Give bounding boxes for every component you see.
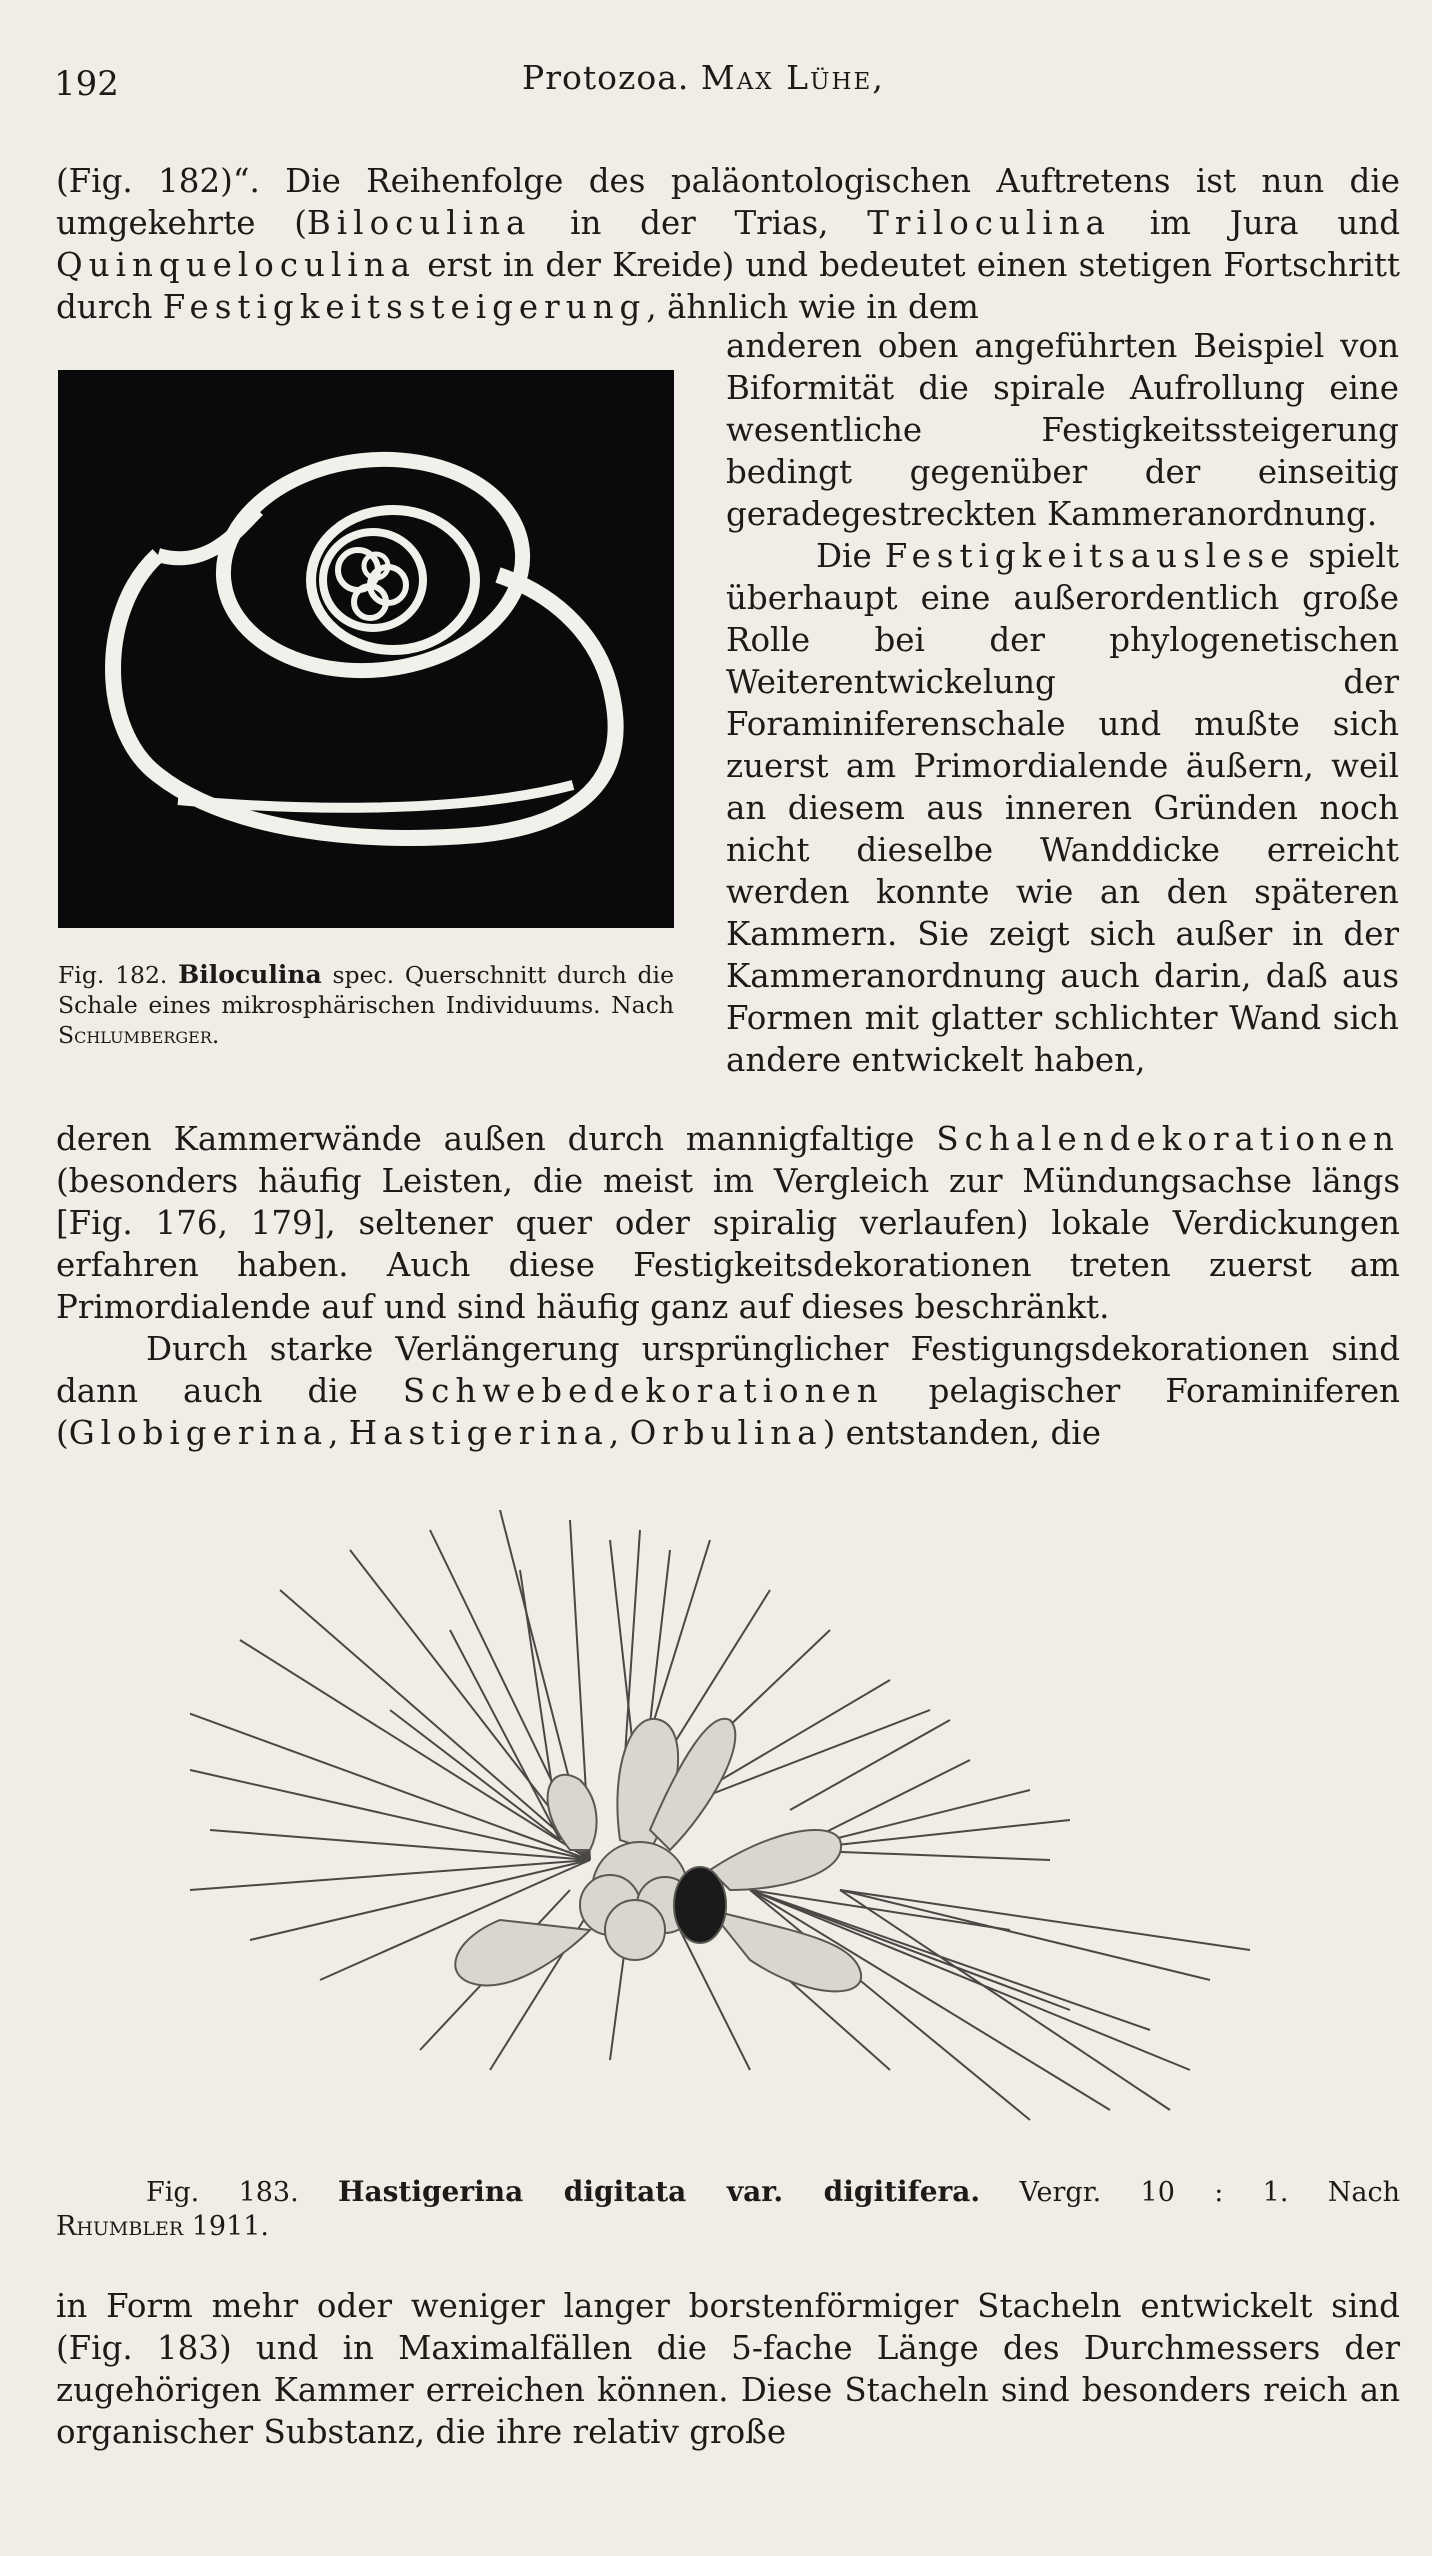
caption-author: Rhumbler [56, 2211, 184, 2242]
figure-183-hastigerina [190, 1510, 1270, 2150]
term-schwebedekorationen: Schwebedekorationen [402, 1372, 884, 1410]
text-run: erst in der Kreide) und bedeutet einen stetigen Fortschritt durch [56, 246, 1400, 326]
term-festigkeitsauslese: Festigkeitsauslese [884, 537, 1296, 575]
text-run: ) entstanden, die [822, 1414, 1101, 1452]
running-header [522, 58, 885, 97]
text-run: (besonders häufig Leisten, die meist im Vergleich zur Mündungsachse längs [Fig. 176, 179], seltener quer oder spiralig verlaufen) lokale Verdickungen erfahren haben. Auch diese Festigkeitsdekorationen treten zuerst am Primordialende auf und sind häufig ganz auf dieses beschränkt. [56, 1162, 1400, 1326]
caption-year: 1911. [183, 2211, 270, 2242]
text-run: , [608, 1414, 630, 1452]
term-festigkeitssteigerung: Festigkeitssteigerung [162, 288, 647, 326]
caption-text: Vergr. 10 : 1. Nach [980, 2177, 1400, 2208]
text-run: in der Trias, [531, 204, 868, 242]
text-run: , [328, 1414, 349, 1452]
hastigerina-illustration [190, 1510, 1270, 2150]
caption-label: Fig. 183. [146, 2177, 339, 2208]
genus-biloculina: Biloculina [306, 204, 532, 242]
genus-quinqueloculina: Quinqueloculina [56, 246, 417, 284]
term-schalendekorationen: Schalendekorationen [936, 1120, 1400, 1158]
genus-orbulina: Orbulina [629, 1414, 823, 1452]
genus-hastigerina: Hastigerina [348, 1414, 609, 1452]
text-run: Die [816, 537, 885, 575]
figure-183-caption [56, 2175, 1400, 2244]
biloculina-cross-section-image [58, 370, 674, 928]
paragraph-dekorationen [56, 1118, 1400, 1454]
caption-species: Hastigerina digitata var. digitifera. [338, 2175, 981, 2208]
paragraph-festigkeitsauslese [726, 325, 1399, 1081]
header-section: Protozoa. [522, 58, 690, 97]
caption-label: Fig. 182. [58, 961, 179, 989]
caption-author: Schlumberger [58, 1021, 212, 1049]
text-run: (Fig. 182)“. Die Reihenfolge des paläontologischen Auftretens ist nun die umgekehrte ( [56, 162, 1400, 242]
genus-globigerina: Globigerina [68, 1414, 329, 1452]
figure-182-biloculina-section [58, 370, 674, 928]
text-run: im Jura und [1111, 204, 1400, 242]
page-number: 192 [54, 64, 119, 104]
caption-genus: Biloculina [178, 960, 322, 989]
paragraph-intro [56, 160, 1400, 328]
caption-end: . [211, 1021, 220, 1049]
paragraph-stacheln [56, 2285, 1400, 2453]
text-run: , ähnlich wie in dem [646, 288, 979, 326]
header-author: Max Lühe, [700, 58, 885, 97]
text-run: anderen oben angeführten Beispiel von Biformität die spirale Aufrollung eine wesentliche Festigkeitssteigerung bedingt gegenüber der einseitig geradegestreckten Kammeranordnung. [726, 327, 1399, 533]
figure-182-caption [58, 960, 674, 1050]
text-run: deren Kammerwände außen durch mannigfaltige [56, 1120, 937, 1158]
caption-text: spec. Querschnitt durch die Schale eines mikrosphärischen Individuums. Nach [58, 961, 674, 1019]
text-run: spielt überhaupt eine außerordentlich große Rolle bei der phylogenetischen Weiterentwickelung der Foraminiferenschale und mußte sich zuerst am Primordialende äußern, weil an diesem aus inneren Gründen noch nicht dieselbe Wanddicke erreicht werden konnte wie an den späteren Kammern. Sie zeigt sich außer in der Kammeranordnung auch darin, daß aus Formen mit glatter schlichter Wand sich andere entwickelt haben, [726, 537, 1399, 1079]
text-run: pelagischer Foraminiferen ( [56, 1372, 1400, 1452]
genus-triloculina: Triloculina [867, 204, 1112, 242]
text-run: Durch starke Verlängerung ursprünglicher Festigungsdekorationen sind dann auch die [56, 1330, 1400, 1410]
text-run: in Form mehr oder weniger langer borstenförmiger Stacheln entwickelt sind (Fig. 183) und in Maximalfällen die 5-fache Länge des Durchmessers der zugehörigen Kammer erreichen können. Diese Stacheln sind besonders reich an organischer Substanz, die ihre relativ große [56, 2287, 1400, 2451]
